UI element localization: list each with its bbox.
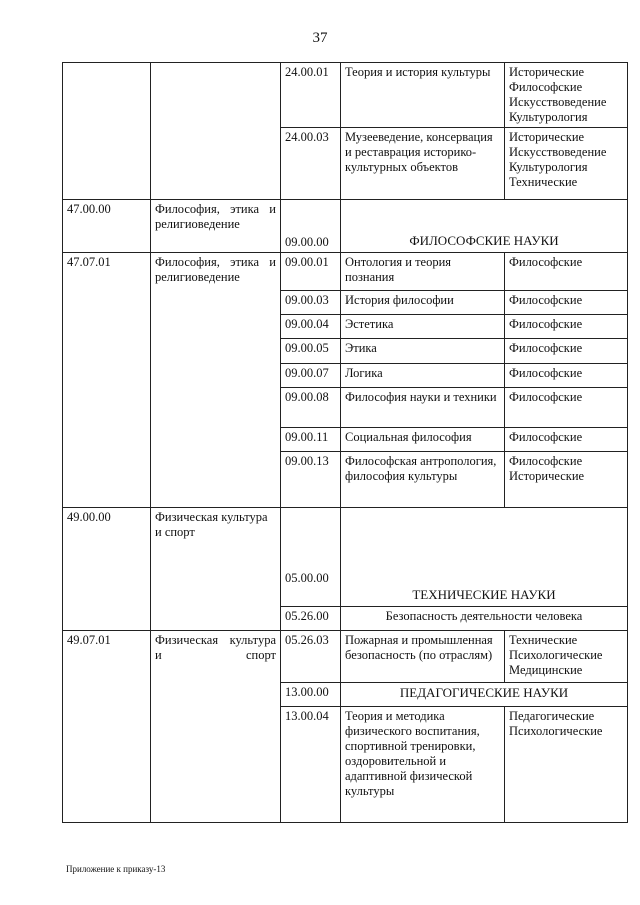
- specialty-code: 09.00.13: [281, 452, 341, 508]
- science-branches: Технические Психологические Медицинские: [505, 631, 628, 683]
- table-row: [63, 63, 628, 128]
- specialty-name: История философии: [341, 291, 505, 315]
- specialty-code: 13.00.04: [281, 707, 341, 823]
- science-branches: Философские: [505, 388, 628, 428]
- specialty-name: Этика: [341, 339, 505, 364]
- specialty-code: 05.26.00: [281, 607, 341, 631]
- specialty-code: 05.26.03: [281, 631, 341, 683]
- science-branches: Педагогические Психологические: [505, 707, 628, 823]
- footer-note: Приложение к приказу-13: [66, 864, 166, 874]
- group-name-cell: Философия, этика и религиоведение: [151, 253, 281, 508]
- specialty-code: 24.00.03: [281, 128, 341, 200]
- branch-header: ПЕДАГОГИЧЕСКИЕ НАУКИ: [341, 683, 628, 707]
- specialty-code: 24.00.01: [281, 63, 341, 128]
- specialty-name: Онтология и теория познания: [341, 253, 505, 291]
- group-name-cell: Физическая культура и спорт: [151, 631, 281, 823]
- specialty-name: Теория и методика физического воспитания, спортивной тренировки, оздоровительной и адаптивной физической культуры: [341, 707, 505, 823]
- science-branches: Исторические Искусствоведение Культурология Технические: [505, 128, 628, 200]
- group-code-cell: 47.07.01: [63, 253, 151, 508]
- specialty-name: Философия науки и техники: [341, 388, 505, 428]
- specialties-table: [62, 62, 628, 823]
- specialty-code: 09.00.03: [281, 291, 341, 315]
- group-code-cell: 49.00.00: [63, 508, 151, 631]
- specialty-code: 09.00.00: [281, 200, 341, 253]
- specialty-code: 13.00.00: [281, 683, 341, 707]
- science-branches: Философские: [505, 253, 628, 291]
- specialty-name: Социальная философия: [341, 428, 505, 452]
- science-branches: Философские: [505, 428, 628, 452]
- branch-header: ТЕХНИЧЕСКИЕ НАУКИ: [341, 508, 628, 607]
- science-branches: Философские: [505, 364, 628, 388]
- specialty-code: 09.00.05: [281, 339, 341, 364]
- group-name-cell: Физическая культура и спорт: [151, 508, 281, 631]
- specialty-name: Безопасность деятельности человека: [341, 607, 628, 631]
- specialty-code: 09.00.11: [281, 428, 341, 452]
- group-name-cell: Философия, этика и религиоведение: [151, 200, 281, 253]
- table-row: [63, 253, 628, 291]
- science-branches: Философские Исторические: [505, 452, 628, 508]
- group-code-cell: 47.00.00: [63, 200, 151, 253]
- table-row: [63, 631, 628, 683]
- specialty-code: 05.00.00: [281, 508, 341, 607]
- science-branches: Философские: [505, 339, 628, 364]
- specialty-code: 09.00.07: [281, 364, 341, 388]
- table-row: [63, 508, 628, 607]
- specialty-name: Эстетика: [341, 315, 505, 339]
- group-name-cell: [151, 63, 281, 200]
- group-code-cell: 49.07.01: [63, 631, 151, 823]
- specialty-name: Логика: [341, 364, 505, 388]
- specialty-name: Философская антропология, философия культуры: [341, 452, 505, 508]
- page-number: 37: [312, 30, 328, 46]
- branch-header: ФИЛОСОФСКИЕ НАУКИ: [341, 200, 628, 253]
- specialty-code: 09.00.04: [281, 315, 341, 339]
- specialty-name: Музееведение, консервация и реставрация историко-культурных объектов: [341, 128, 505, 200]
- specialty-code: 09.00.01: [281, 253, 341, 291]
- science-branches: Философские: [505, 315, 628, 339]
- science-branches: Исторические Философские Искусствоведение Культурология: [505, 63, 628, 128]
- group-code-cell: [63, 63, 151, 200]
- specialty-code: 09.00.08: [281, 388, 341, 428]
- science-branches: Философские: [505, 291, 628, 315]
- specialty-name: Теория и история культуры: [341, 63, 505, 128]
- table-row: [63, 200, 628, 253]
- specialty-name: Пожарная и промышленная безопасность (по отраслям): [341, 631, 505, 683]
